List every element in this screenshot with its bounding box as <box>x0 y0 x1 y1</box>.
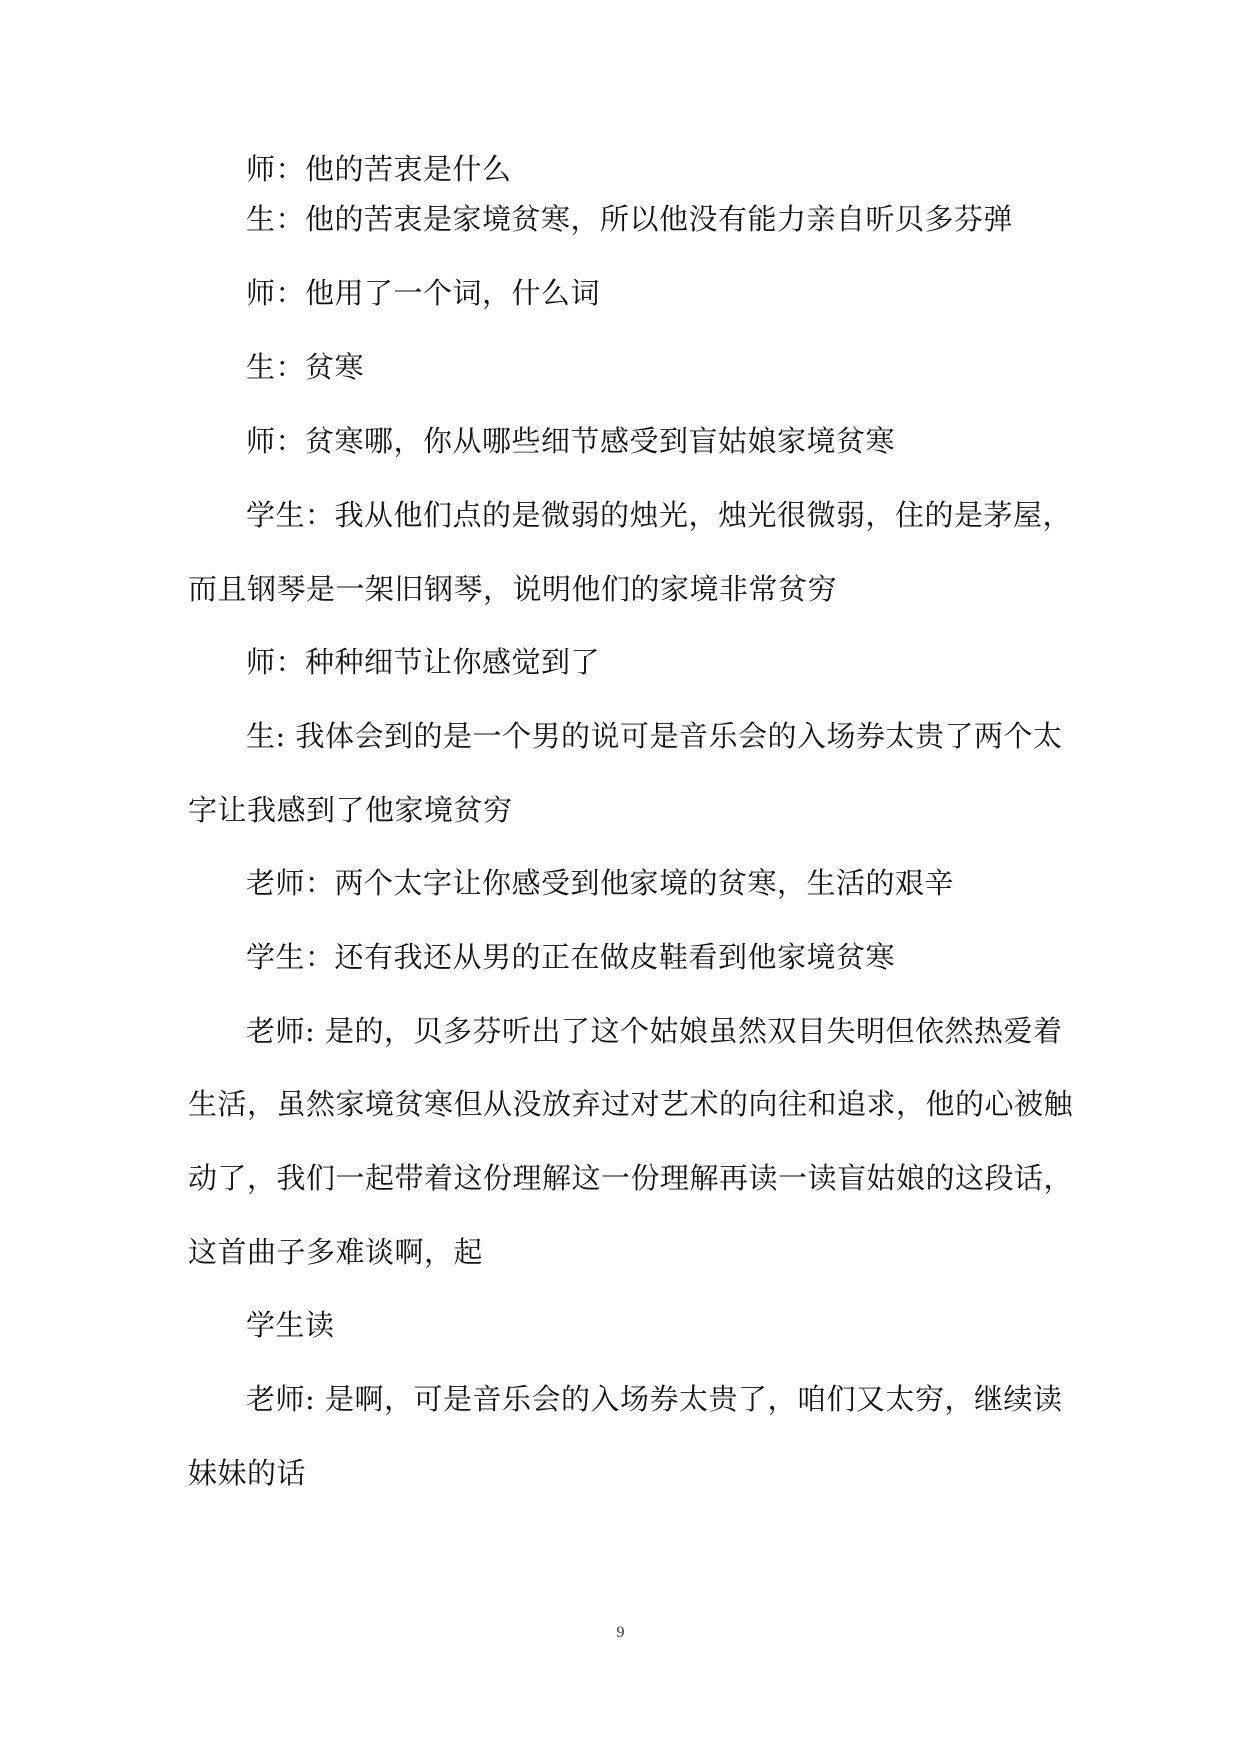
paragraph-line: 老师: 是啊，可是音乐会的入场券太贵了，咱们又太穷，继续读 <box>246 1382 1063 1416</box>
paragraph-line: 这首曲子多难谈啊，起 <box>188 1235 484 1269</box>
paragraph-line: 师：种种细节让你感觉到了 <box>246 645 601 679</box>
paragraph-line: 妹妹的话 <box>188 1456 307 1490</box>
paragraph-line: 生活，虽然家境贫寒但从没放弃过对艺术的向往和追求，他的心被触 <box>188 1087 1074 1121</box>
paragraph-line: 学生读 <box>246 1308 335 1342</box>
paragraph-line: 师：贫寒哪，你从哪些细节感受到盲姑娘家境贫寒 <box>246 424 896 458</box>
paragraph-line: 字让我感到了他家境贫穷 <box>188 793 513 827</box>
paragraph-line: 生: 我体会到的是一个男的说可是音乐会的入场券太贵了两个太 <box>246 719 1063 753</box>
paragraph-line: 生：贫寒 <box>246 350 365 384</box>
paragraph-line: 而且钢琴是一架旧钢琴，说明他们的家境非常贫穷 <box>188 572 838 606</box>
paragraph-line: 学生：我从他们点的是微弱的烛光，烛光很微弱，住的是茅屋， <box>246 498 1073 532</box>
paragraph-line: 师：他的苦衷是什么 <box>246 152 512 186</box>
paragraph-line: 动了，我们一起带着这份理解这一份理解再读一读盲姑娘的这段话， <box>188 1161 1074 1195</box>
paragraph-line: 生：他的苦衷是家境贫寒，所以他没有能力亲自听贝多芬弹 <box>246 202 1014 236</box>
page-number: 9 <box>616 1624 625 1641</box>
paragraph-line: 师：他用了一个词，什么词 <box>246 276 601 310</box>
paragraph-line: 学生：还有我还从男的正在做皮鞋看到他家境贫寒 <box>246 940 896 974</box>
paragraph-line: 老师: 是的，贝多芬听出了这个姑娘虽然双目失明但依然热爱着 <box>246 1014 1063 1048</box>
paragraph-line: 老师：两个太字让你感受到他家境的贫寒，生活的艰辛 <box>246 866 955 900</box>
